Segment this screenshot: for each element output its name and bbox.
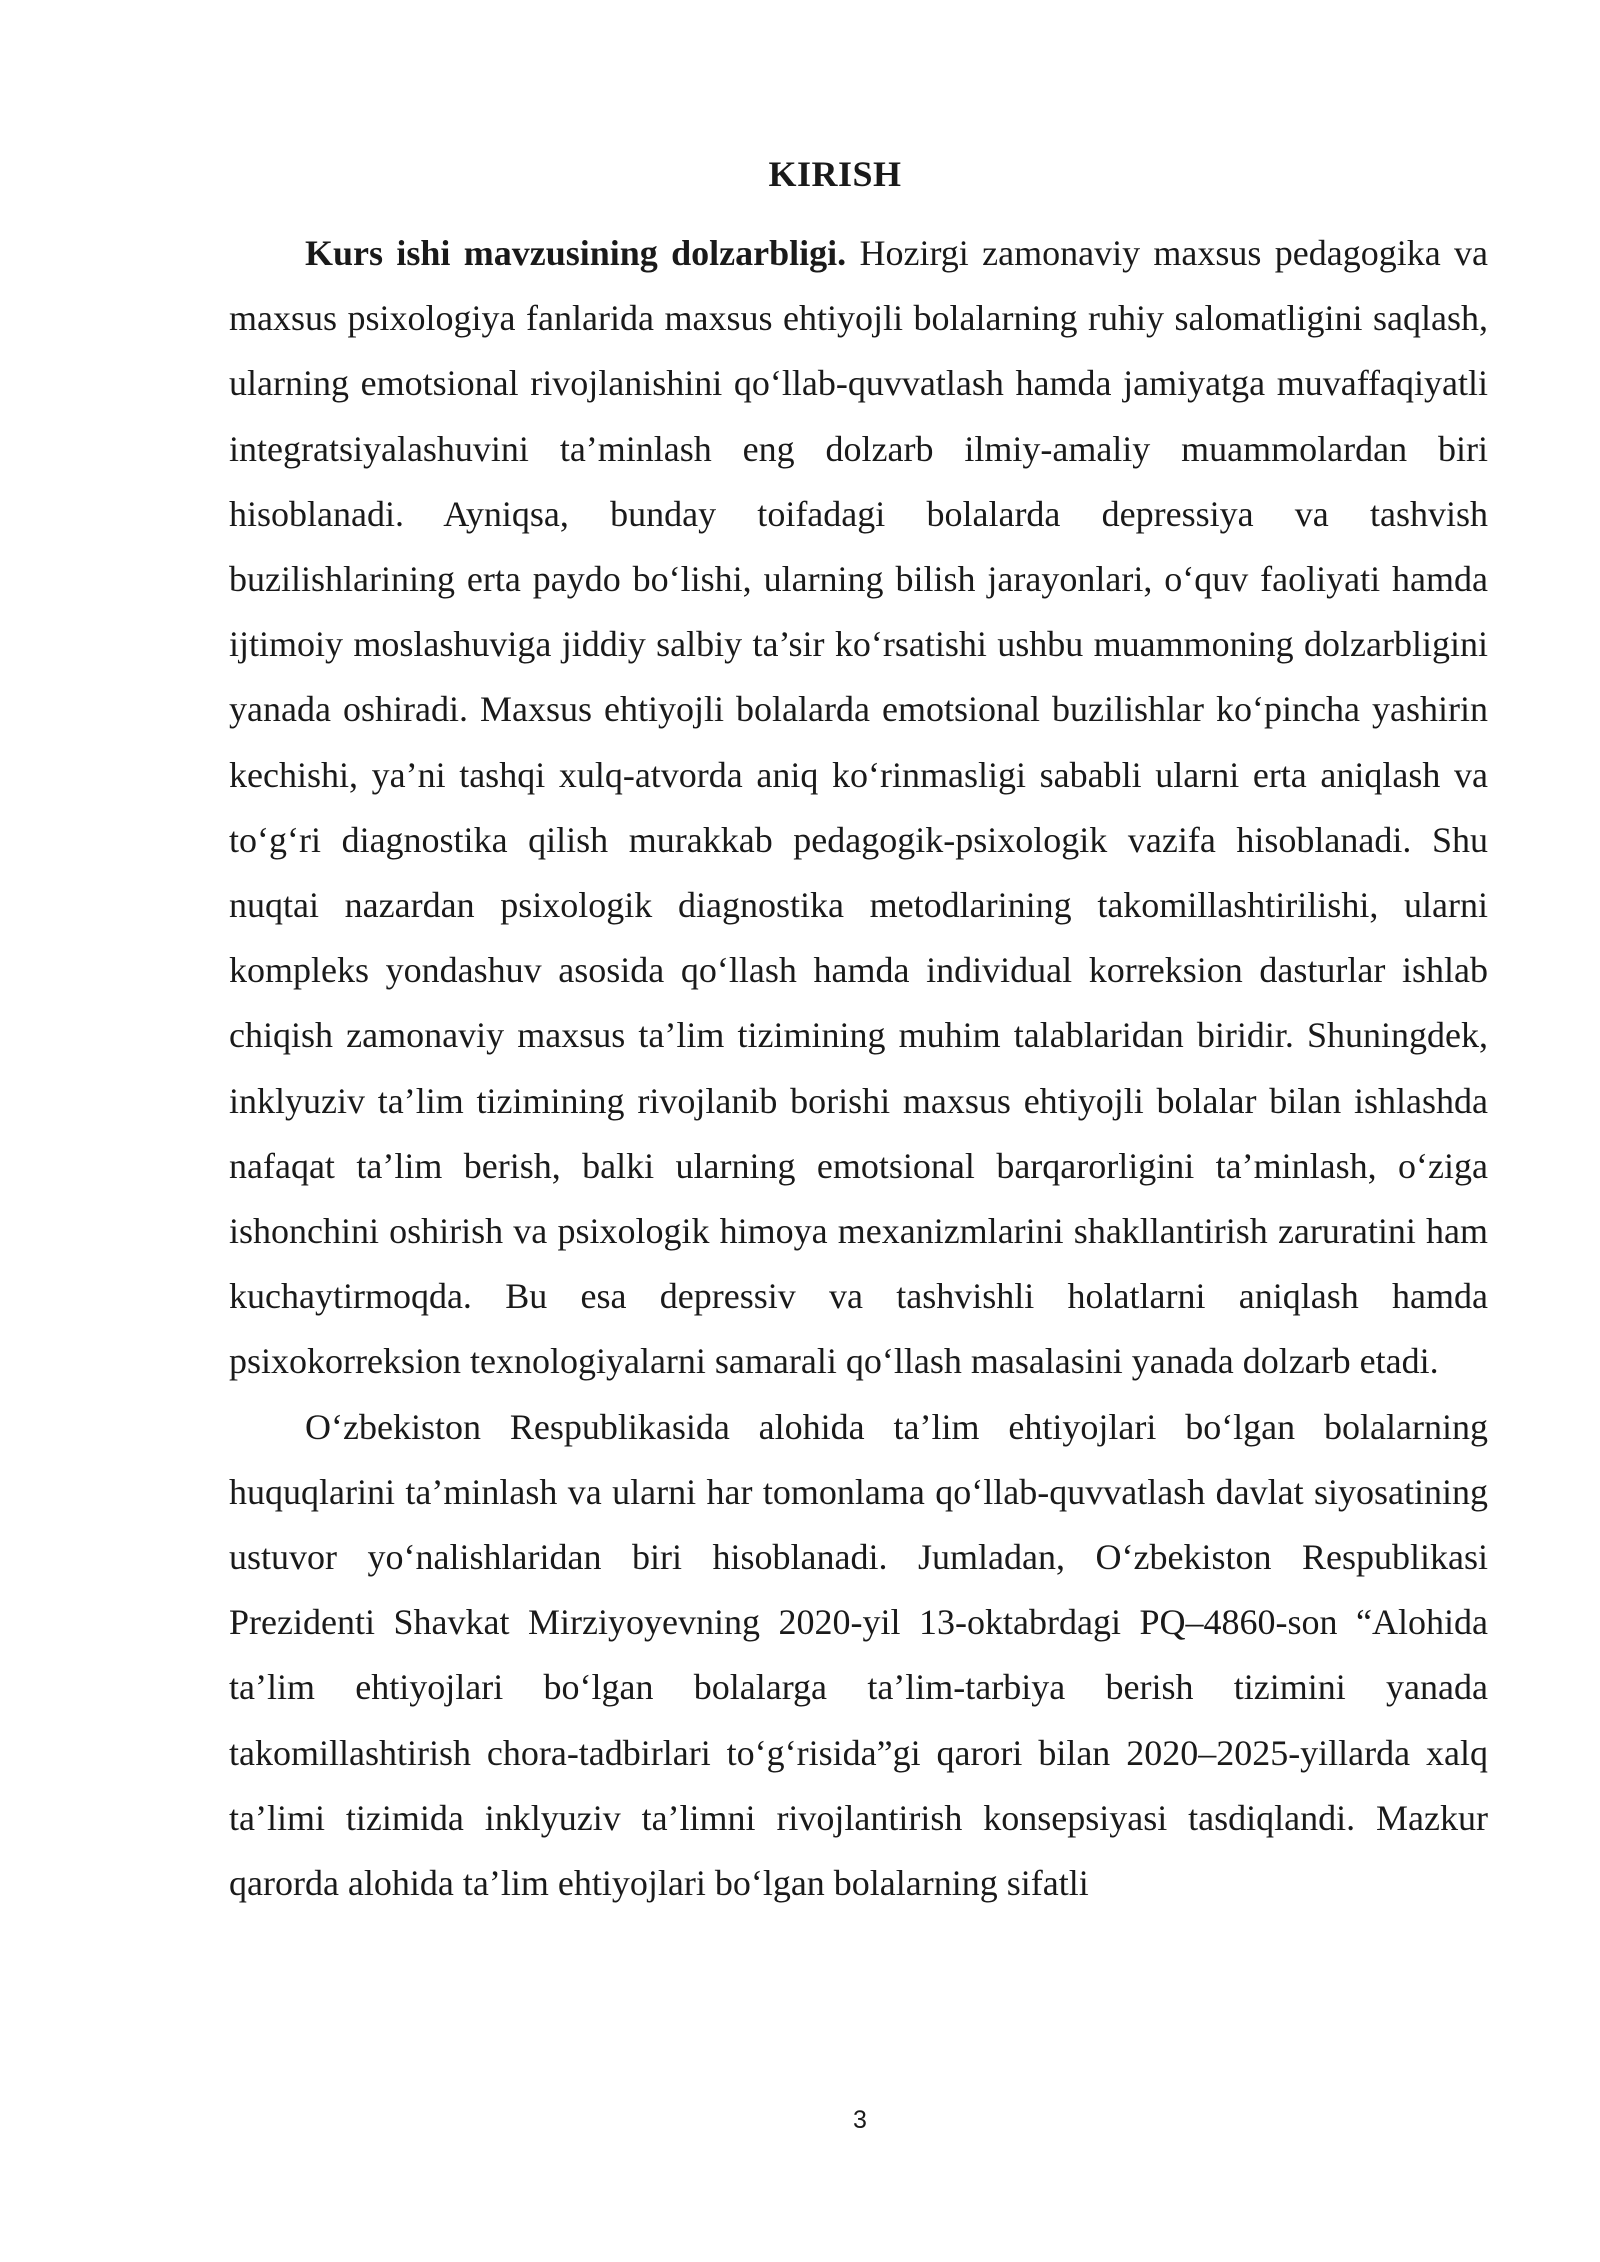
paragraph-relevance — [229, 221, 1488, 1395]
page-number: 3 — [853, 2106, 867, 2134]
paragraph-lead: Kurs ishi mavzusining dolzarbligi. — [305, 233, 847, 273]
section-heading: KIRISH — [768, 154, 902, 194]
paragraph-legislation — [229, 1395, 1488, 1917]
paragraph-text: O‘zbekiston Respublikasida alohida ta’lim ehtiyojlari bo‘lgan bolalarning huquqlarini ta’minlash va ularni har tomonlama qo‘llab-quvvatlash davlat siyosatining ustuvor yo‘nalishlaridan biri hisoblanadi. Jumladan, O‘zbekiston Respublikasi Prezidenti Shavkat Mirziyoyevning 2020-yil 13-oktabrdagi PQ–4860-son “Alohida ta’lim ehtiyojlari bo‘lgan bolalarga ta’lim-tarbiya berish tizimini yanada takomillashtirish chora-tadbirlari to‘g‘risida”gi qarori bilan 2020–2025-yillarda xalq ta’limi tizimida inklyuziv ta’limni rivojlantirish konsepsiyasi tasdiqlandi. Mazkur qarorda alohida ta’lim ehtiyojlari bo‘lgan bolalarning sifatli — [229, 1406, 1488, 1904]
paragraph-text: Hozirgi zamonaviy maxsus pedagogika va maxsus psixologiya fanlarida maxsus ehtiyojli bolalarning ruhiy salomatligini saqlash, ularning emotsional rivojlanishini qo‘llab-quvvatlash hamda jamiyatga muvaffaqiyatli integratsiyalashuvini ta’minlash eng dolzarb ilmiy-amaliy muammolardan biri hisoblanadi. Ayniqsa, bunday toifadagi bolalarda depressiya va tashvish buzilishlarining erta paydo bo‘lishi, ularning bilish jarayonlari, o‘quv faoliyati hamda ijtimoiy moslashuviga jiddiy salbiy ta’sir ko‘rsatishi ushbu muammoning dolzarbligini yanada oshiradi. Maxsus ehtiyojli bolalarda emotsional buzilishlar ko‘pincha yashirin kechishi, ya’ni tashqi xulq-atvorda aniq ko‘rinmasligi sababli ularni erta aniqlash va to‘g‘ri diagnostika qilish murakkab pedagogik-psixologik vazifa hisoblanadi. Shu nuqtai nazardan psixologik diagnostika metodlarining takomillashtirilishi, ularni kompleks yondashuv asosida qo‘llash hamda individual korreksion dasturlar ishlab chiqish zamonaviy maxsus ta’lim tizimining muhim talablaridan biridir. Shuningdek, inklyuziv ta’lim tizimining rivojlanib borishi maxsus ehtiyojli bolalar bilan ishlashda nafaqat ta’lim berish, balki ularning emotsional barqarorligini ta’minlash, o‘ziga ishonchini oshirish va psixologik himoya mexanizmlarini shakllantirish zaruratini ham kuchaytirmoqda. Bu esa depressiv va tashvishli holatlarni aniqlash hamda psixokorreksion texnologiyalarni samarali qo‘llash masalasini yanada dolzarb etadi. — [229, 233, 1488, 1382]
body-text — [229, 221, 1488, 1916]
